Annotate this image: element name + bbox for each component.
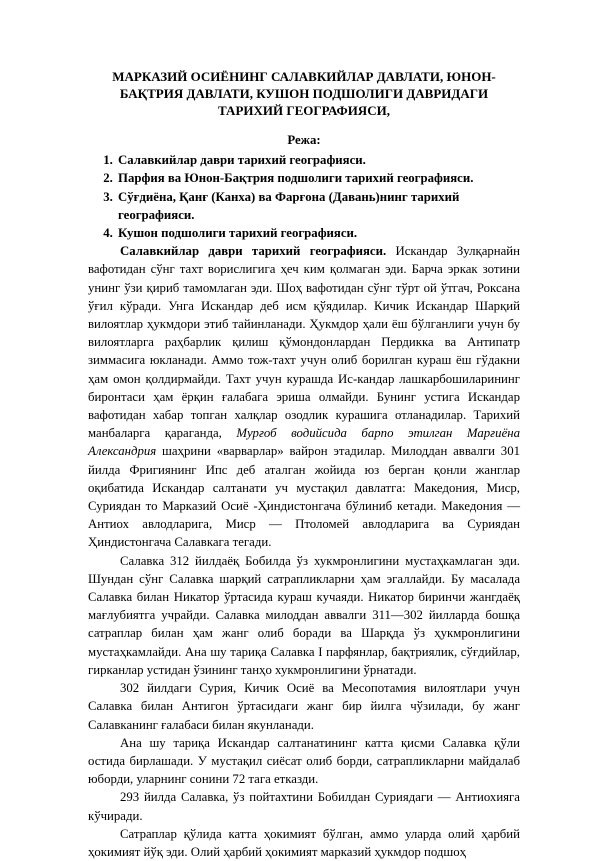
paragraph-seleucid-period: [88, 242, 520, 551]
paragraph-text: Искандар Зулқарнайн вафотидан сўнг тахт ворислигига ҳеч ким қолмаган эди. Барча эркак зотини унинг ўзи қириб тамомлаган эди. Шоҳ вафотидан сўнг тўрт ой ўтгач, Роксана ўғил кўради. Унга Искандар деб исм қўядилар. Кичик Искандар Шарқий вилоятлар ҳукмдори этиб тайинланади. Ҳукмдор ҳали ёш бўлганлиги учун бу вилоятларга раҳбарлик қилиш қўмондонлардан Пердикка ва Антипатр зиммасига юкланади. Аммо тож-тахт учун олиб борилган кураш ёш гўдакни ҳам омон қолдирмайди. Тахт учун курашда Ис-кандар лашкарбошиларининг биронтаси ҳам ёрқин ғалабага эриша олмайди. Бунинг устига Искандар вафотидан хабар топган халқлар озодлик курашига отланадилар. Тарихий манбаларга қараганда,: [88, 244, 520, 441]
plan-item: 1. Салавкийлар даври тарихий географияси.: [116, 151, 520, 169]
paragraph: Ана шу тариқа Искандар салтанатининг катта қисми Салавка қўли остида бирлашади. У мустақил сиёсат олиб борди, сатрапликларни майдалаб юборди, уларнинг сонини 72 тага етказди.: [88, 735, 520, 787]
section-lead: Салавкийлар даври тарихий географияси.: [120, 244, 387, 259]
plan-list: [88, 151, 520, 242]
italic-place-name: Мурғоб водийсида барпо этилган Марғиёна Александрия: [88, 426, 520, 459]
plan-item: 3. Сўғдиёна, Қанғ (Канха) ва Фарғона (Давань)нинг тарихий географияси.: [116, 188, 520, 224]
paragraph: 302 йилдаги Сурия, Кичик Осиё ва Месопотамия вилоятлари учун Салавка билан Антигон ўртасидаги жанг бир йилга чўзилади, бу жанг Салавканинг ғалабаси билан якунланади.: [88, 681, 520, 732]
plan-item: 4. Кушон подшолиги тарихий географияси.: [116, 224, 520, 242]
paragraph: 293 йилда Салавка, ўз пойтахтини Бобилдан Суриядаги — Антиохияга кўчиради.: [88, 790, 520, 823]
paragraph: Сатраплар қўлида катта ҳокимият бўлган, аммо уларда олий ҳарбий ҳокимият йўқ эди. Олий ҳарбий ҳокимият марказий ҳукмдор подшоҳ: [88, 826, 520, 859]
plan-item: 2. Парфия ва Юнон-Бақтрия подшолиги тарихий географияси.: [116, 169, 520, 187]
document-page: [88, 68, 520, 861]
paragraph: Салавка 312 йилдаёқ Бобилда ўз хукмронлигини мустаҳкамлаган эди. Шундан сўнг Салавка шарқий сатрапликларни ҳам эгаллайди. Бу масалада Салавка билан Никатор ўртасида кураш кучаяди. Никатор биринчи жангдаёқ мағлубиятга учрайди. Салавка милоддан аввалги 311—302 йилларда бошқа сатраплар билан ҳам жанг олиб боради ва Шарқда ўз ҳукмронлигини мустаҳкамлайди. Ана шу тариқа Салавка I парфянлар, бақтриялик, сўғдийлар, гирканлар устидан ўзининг танҳо хукмронлигини ўрнатади.: [88, 553, 520, 677]
plan-heading: Режа:: [287, 133, 321, 147]
document-title: МАРКАЗИЙ ОСИЁНИНГ САЛАВКИЙЛАР ДАВЛАТИ, ЮНОН-БАҚТРИЯ ДАВЛАТИ, КУШОН ПОДШОЛИГИ ДАВРИДАГИ ТАРИХИЙ ГЕОГРАФИЯСИ,: [112, 69, 496, 118]
paragraph-text: шаҳрини «варварлар» вайрон этадилар. Милоддан аввалги 301 йилда Фригиянинг Ипс деб аталган жойида юз берган қонли жанглар оқибатида Искандар салтанати уч мустақил давлатга: Македония, Миср, Суриядан то Марказий Осиё -Ҳиндистонгача бўлиниб кетади. Македония — Антиох авлодларига, Миср — Птоломей авлодларига ва Суриядан Ҳиндистонгача Салавкага тегади.: [88, 444, 520, 550]
